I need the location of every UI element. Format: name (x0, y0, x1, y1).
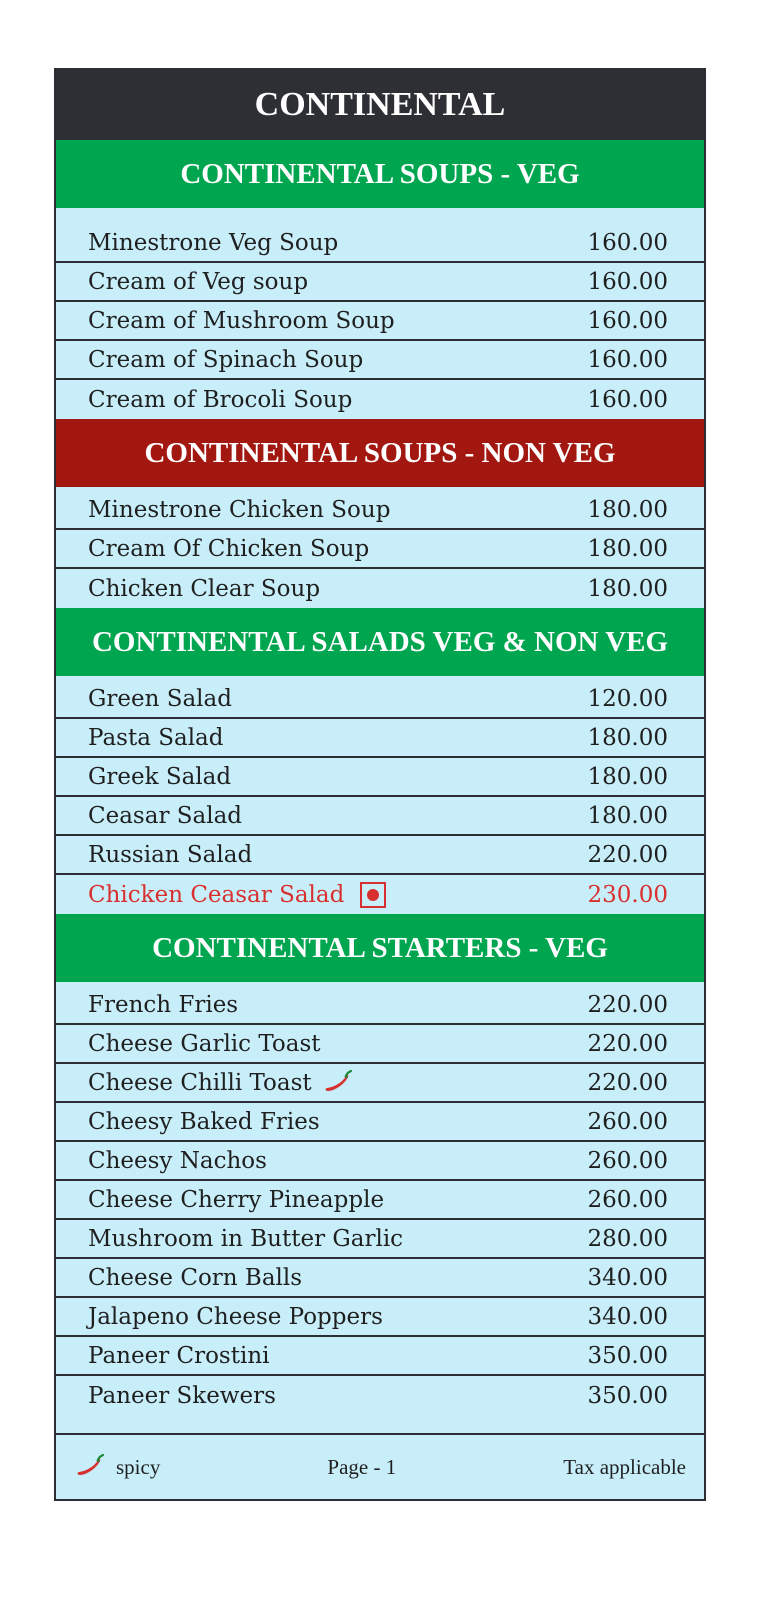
item-price: 160.00 (587, 268, 668, 295)
menu-item (56, 1220, 704, 1259)
item-name: Chicken Ceasar Salad (88, 881, 345, 908)
item-price: 220.00 (587, 1069, 668, 1096)
item-price: 180.00 (587, 575, 668, 602)
section-heading-soups-veg: CONTINENTAL SOUPS - VEG (56, 140, 704, 208)
footer (56, 1433, 704, 1499)
item-name: Cheese Corn Balls (88, 1264, 303, 1291)
menu-item-nonveg (56, 875, 704, 914)
item-name: Paneer Skewers (88, 1382, 276, 1409)
menu-item (56, 1181, 704, 1220)
item-name: Cheesy Nachos (88, 1147, 267, 1174)
item-name: Minestrone Chicken Soup (88, 496, 391, 523)
menu-item (56, 1025, 704, 1064)
item-name: Ceasar Salad (88, 802, 243, 829)
section-heading-soups-nonveg: CONTINENTAL SOUPS - NON VEG (56, 419, 704, 487)
menu-item (56, 569, 704, 608)
item-name: Chicken Clear Soup (88, 575, 321, 602)
item-name: Cream of Brocoli Soup (88, 386, 353, 413)
menu-item (56, 986, 704, 1025)
menu-item (56, 1259, 704, 1298)
item-name: Greek Salad (88, 763, 232, 790)
item-price: 120.00 (587, 685, 668, 712)
section-items-starters-veg (56, 982, 704, 1415)
item-price: 180.00 (587, 802, 668, 829)
menu-item (56, 1337, 704, 1376)
item-price: 230.00 (587, 881, 668, 908)
item-price: 340.00 (587, 1303, 668, 1330)
item-price: 260.00 (587, 1147, 668, 1174)
page-number: Page - 1 (327, 1454, 397, 1479)
section-items-soups-veg (56, 208, 704, 419)
item-price: 160.00 (587, 229, 668, 256)
item-price: 160.00 (587, 386, 668, 413)
menu-item (56, 263, 704, 302)
chili-pepper-icon (74, 1453, 106, 1481)
menu-item (56, 1103, 704, 1142)
item-name: Green Salad (88, 685, 232, 712)
menu-item (56, 1376, 704, 1415)
menu-item (56, 341, 704, 380)
menu-item (56, 1298, 704, 1337)
item-price: 220.00 (587, 1030, 668, 1057)
item-name: Paneer Crostini (88, 1342, 270, 1369)
section-heading-starters-veg: CONTINENTAL STARTERS - VEG (56, 914, 704, 982)
item-name-group (88, 1069, 354, 1097)
menu-item (56, 797, 704, 836)
item-price: 180.00 (587, 535, 668, 562)
item-name: Jalapeno Cheese Poppers (88, 1303, 383, 1330)
item-name: Minestrone Veg Soup (88, 229, 339, 256)
item-name: Cheese Garlic Toast (88, 1030, 321, 1057)
menu-item (56, 302, 704, 341)
menu-item (56, 491, 704, 530)
item-name: Cheese Chilli Toast (88, 1069, 312, 1096)
menu-item (56, 719, 704, 758)
section-items-soups-nonveg (56, 487, 704, 608)
item-price: 260.00 (587, 1108, 668, 1135)
item-price: 180.00 (587, 724, 668, 751)
menu-item (56, 836, 704, 875)
item-price: 340.00 (587, 1264, 668, 1291)
item-name: Cheese Cherry Pineapple (88, 1186, 385, 1213)
item-name: Cream of Spinach Soup (88, 346, 364, 373)
menu-item-spicy (56, 1064, 704, 1103)
item-name: Pasta Salad (88, 724, 224, 751)
item-name: Mushroom in Butter Garlic (88, 1225, 404, 1252)
item-name: French Fries (88, 991, 239, 1018)
item-name-group (88, 882, 386, 908)
menu-item (56, 224, 704, 263)
menu-item (56, 680, 704, 719)
menu-item (56, 380, 704, 419)
legend-label: spicy (116, 1454, 161, 1479)
item-price: 160.00 (587, 346, 668, 373)
tax-note: Tax applicable (563, 1454, 686, 1479)
item-price: 160.00 (587, 307, 668, 334)
item-name: Cheesy Baked Fries (88, 1108, 320, 1135)
item-price: 220.00 (587, 841, 668, 868)
menu-item (56, 530, 704, 569)
menu-card (54, 68, 706, 1501)
section-items-salads (56, 676, 704, 914)
item-name: Cream of Veg soup (88, 268, 309, 295)
item-price: 350.00 (587, 1382, 668, 1409)
chili-pepper-icon (322, 1069, 354, 1097)
item-price: 220.00 (587, 991, 668, 1018)
menu-item (56, 758, 704, 797)
non-veg-mark-icon (360, 882, 386, 908)
section-heading-salads: CONTINENTAL SALADS VEG & NON VEG (56, 608, 704, 676)
item-name: Russian Salad (88, 841, 253, 868)
item-name: Cream of Mushroom Soup (88, 307, 395, 334)
page-title: CONTINENTAL (56, 70, 704, 140)
item-name: Cream Of Chicken Soup (88, 535, 370, 562)
item-price: 350.00 (587, 1342, 668, 1369)
item-price: 280.00 (587, 1225, 668, 1252)
spicy-legend (74, 1453, 160, 1481)
item-price: 180.00 (587, 496, 668, 523)
menu-item (56, 1142, 704, 1181)
item-price: 180.00 (587, 763, 668, 790)
item-price: 260.00 (587, 1186, 668, 1213)
